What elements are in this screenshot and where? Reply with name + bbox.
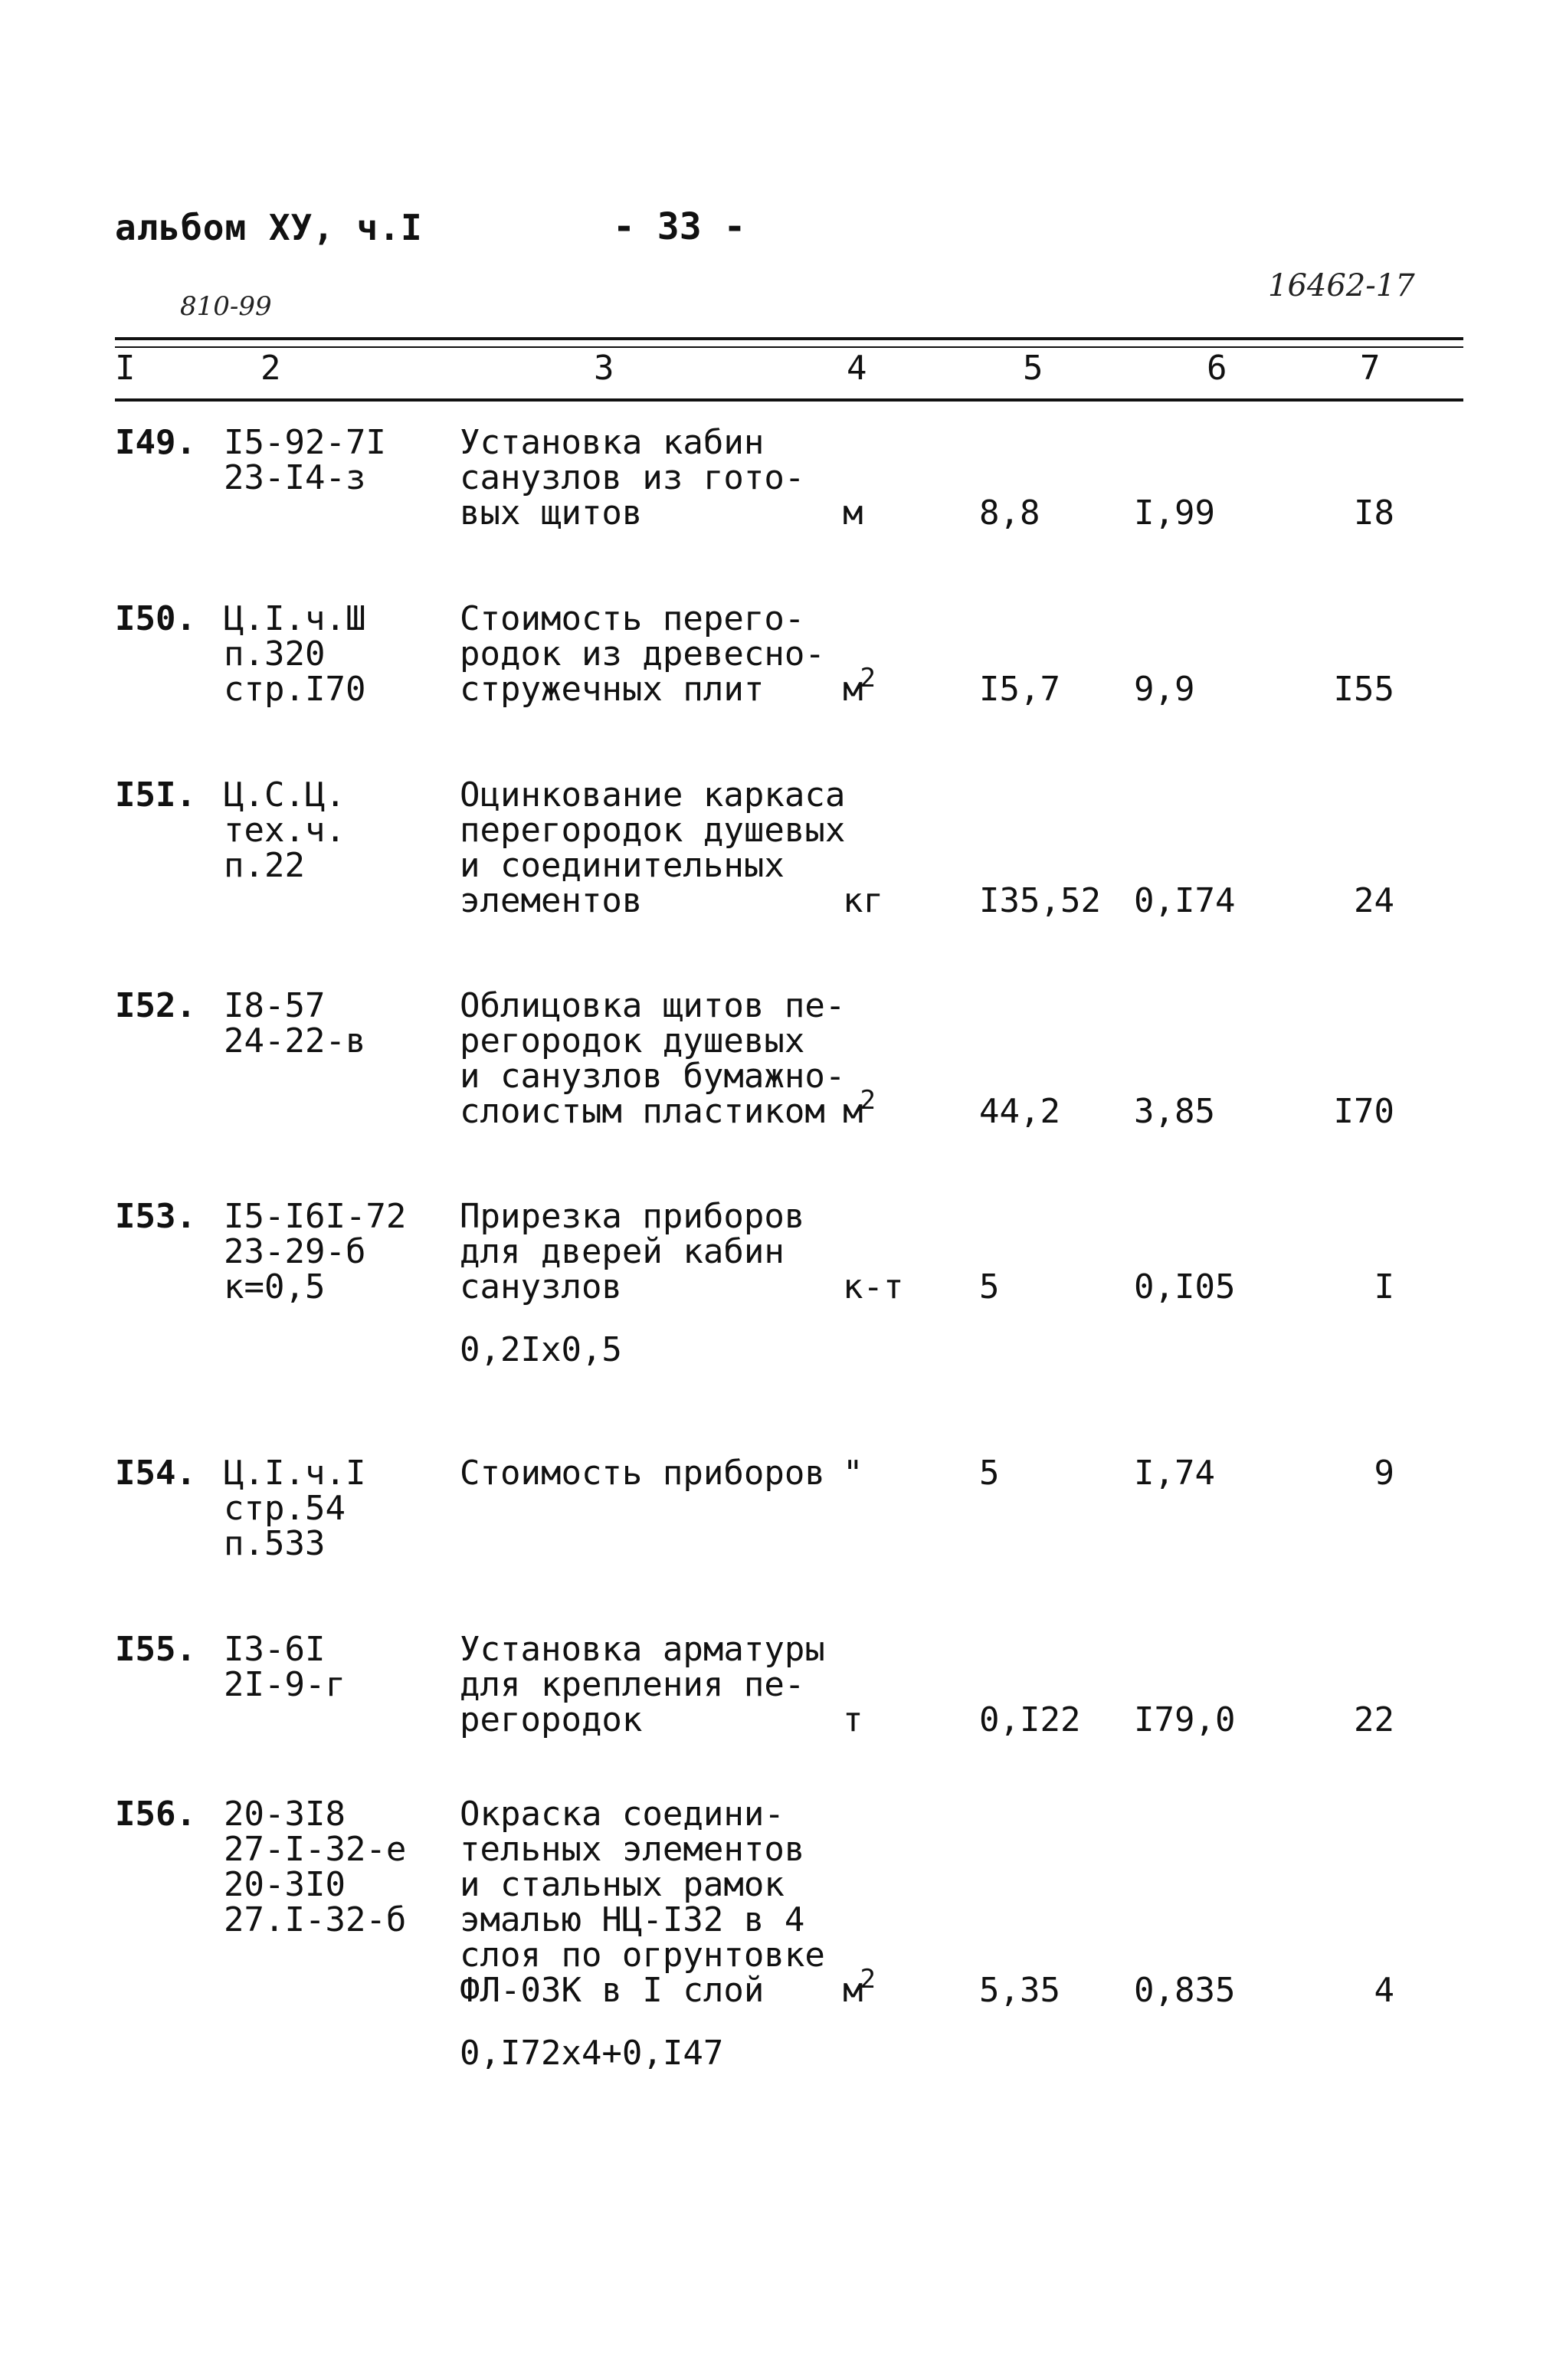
row-unit-price: I,99 bbox=[1134, 493, 1215, 533]
description-line: слоя по огрунтовке bbox=[460, 1936, 825, 1975]
album-title: альбом ХУ, ч.I bbox=[115, 207, 423, 248]
row-reference: Ц.I.ч.Ш п.320 стр.I70 bbox=[224, 599, 366, 709]
row-number: I55. bbox=[115, 1630, 196, 1669]
row-number: I53. bbox=[115, 1197, 196, 1236]
column-header-6: 6 bbox=[1207, 349, 1227, 388]
row-quantity: 5 bbox=[979, 1454, 1000, 1493]
row-total: 9 bbox=[1374, 1454, 1394, 1493]
row-unit bbox=[843, 493, 863, 533]
column-header-1: I bbox=[115, 349, 136, 388]
unit-text: м bbox=[843, 493, 863, 533]
row-unit bbox=[843, 1456, 863, 1491]
row-description bbox=[460, 425, 804, 531]
row-calculation-note: 0,2Iх0,5 bbox=[460, 1330, 622, 1369]
row-unit-price: 9,9 bbox=[1134, 670, 1195, 709]
description-line: эмалью НЦ-I32 в 4 bbox=[460, 1900, 805, 1939]
row-unit-price: 0,I74 bbox=[1134, 881, 1236, 920]
row-reference: Ц.I.ч.I стр.54 п.533 bbox=[224, 1454, 366, 1563]
row-number: I50. bbox=[115, 599, 196, 638]
row-reference: I5-I6I-72 23-29-б к=0,5 bbox=[224, 1197, 407, 1306]
column-header-5: 5 bbox=[1023, 349, 1043, 388]
row-description bbox=[460, 988, 845, 1129]
description-line: Облицовка щитов пе- bbox=[460, 986, 846, 1025]
description-line: Стоимость перего- bbox=[460, 599, 805, 638]
description-line: Установка арматуры bbox=[460, 1630, 825, 1669]
description-line: вых щитов bbox=[460, 493, 643, 533]
description-line: перегородок душевых bbox=[460, 811, 846, 850]
row-reference: I3-6I 2I-9-г bbox=[224, 1630, 346, 1704]
row-description bbox=[460, 775, 846, 920]
row-calculation-note: 0,I72х4+0,I47 bbox=[460, 2034, 724, 2073]
description-line: регородок душевых bbox=[460, 1021, 805, 1061]
description-line: Стоимость приборов bbox=[460, 1454, 825, 1493]
row-total: I55 bbox=[1333, 670, 1394, 709]
row-unit bbox=[843, 663, 879, 710]
page-number: - 33 - bbox=[613, 205, 746, 248]
row-description bbox=[460, 599, 825, 709]
row-unit-price: 0,I05 bbox=[1134, 1267, 1236, 1306]
unit-text: " bbox=[843, 1454, 863, 1493]
row-unit bbox=[843, 883, 883, 919]
row-unit bbox=[843, 1085, 879, 1132]
unit-superscript: 2 bbox=[860, 1085, 876, 1116]
description-line: Окраска соедини- bbox=[460, 1795, 785, 1834]
row-reference: 20-3I8 27-I-32-е 20-3I0 27.I-32-б bbox=[224, 1795, 407, 1939]
handwritten-note-right: 16462-17 bbox=[1268, 268, 1415, 303]
row-unit bbox=[843, 1700, 863, 1739]
column-header-rule bbox=[115, 398, 1463, 402]
unit-text: м bbox=[843, 1092, 863, 1131]
row-unit-price: I79,0 bbox=[1134, 1700, 1236, 1739]
row-unit bbox=[843, 1964, 879, 2011]
row-unit-price: I,74 bbox=[1134, 1454, 1215, 1493]
description-line: регородок bbox=[460, 1700, 643, 1739]
row-number: I54. bbox=[115, 1454, 196, 1493]
column-header-4: 4 bbox=[847, 349, 867, 388]
unit-text: кг bbox=[843, 881, 883, 920]
row-description bbox=[460, 1199, 804, 1305]
column-header-2: 2 bbox=[260, 349, 281, 388]
description-line: ФЛ-03К в I слой bbox=[460, 1971, 765, 2010]
row-unit-price: 0,835 bbox=[1134, 1971, 1236, 2010]
unit-text: м bbox=[843, 670, 863, 709]
description-line: Оцинкование каркаса bbox=[460, 775, 846, 815]
unit-text: к-т bbox=[843, 1267, 904, 1306]
description-line: Установка кабин bbox=[460, 423, 765, 462]
description-line: для дверей кабин bbox=[460, 1232, 785, 1271]
row-reference: I5-92-7I 23-I4-з bbox=[224, 423, 386, 497]
description-line: санузлов из гото- bbox=[460, 458, 805, 497]
row-unit-price: 3,85 bbox=[1134, 1092, 1215, 1131]
row-total: 22 bbox=[1354, 1700, 1394, 1739]
column-header-3: 3 bbox=[594, 349, 614, 388]
description-line: для крепления пе- bbox=[460, 1665, 805, 1704]
description-line: слоистым пластиком bbox=[460, 1092, 825, 1131]
row-reference: I8-57 24-22-в bbox=[224, 986, 366, 1061]
description-line: элементов bbox=[460, 881, 643, 920]
row-total: 24 bbox=[1354, 881, 1394, 920]
row-quantity: 5 bbox=[979, 1267, 1000, 1306]
row-total: I bbox=[1374, 1267, 1394, 1306]
row-total: I8 bbox=[1354, 493, 1394, 533]
column-header-7: 7 bbox=[1360, 349, 1381, 388]
row-number: I56. bbox=[115, 1795, 196, 1834]
row-total: 4 bbox=[1374, 1971, 1394, 2010]
row-quantity: I35,52 bbox=[979, 881, 1101, 920]
handwritten-note-left: 810-99 bbox=[180, 291, 272, 322]
unit-text: т bbox=[843, 1700, 863, 1739]
row-number: I49. bbox=[115, 423, 196, 462]
description-line: и соединительных bbox=[460, 846, 785, 885]
description-line: санузлов bbox=[460, 1267, 622, 1306]
row-quantity: 5,35 bbox=[979, 1971, 1060, 2010]
row-quantity: 0,I22 bbox=[979, 1700, 1081, 1739]
description-line: родок из древесно- bbox=[460, 634, 825, 674]
description-line: стружечных плит bbox=[460, 670, 765, 709]
row-quantity: 8,8 bbox=[979, 493, 1040, 533]
table-top-rule bbox=[115, 337, 1463, 340]
row-total: I70 bbox=[1333, 1092, 1394, 1131]
row-description bbox=[460, 1632, 825, 1738]
row-quantity: I5,7 bbox=[979, 670, 1060, 709]
row-number: I5I. bbox=[115, 775, 196, 815]
row-unit bbox=[843, 1267, 904, 1306]
unit-superscript: 2 bbox=[860, 1964, 876, 1995]
row-number: I52. bbox=[115, 986, 196, 1025]
unit-text: м bbox=[843, 1971, 863, 2010]
description-line: Прирезка приборов bbox=[460, 1197, 805, 1236]
description-line: и санузлов бумажно- bbox=[460, 1057, 846, 1096]
row-description bbox=[460, 1456, 825, 1491]
row-quantity: 44,2 bbox=[979, 1092, 1060, 1131]
row-reference: Ц.С.Ц. тех.ч. п.22 bbox=[224, 775, 346, 885]
table-top-rule-thin bbox=[115, 346, 1463, 348]
row-description bbox=[460, 1797, 825, 2008]
description-line: и стальных рамок bbox=[460, 1865, 785, 1904]
description-line: тельных элементов bbox=[460, 1830, 805, 1869]
unit-superscript: 2 bbox=[860, 663, 876, 693]
